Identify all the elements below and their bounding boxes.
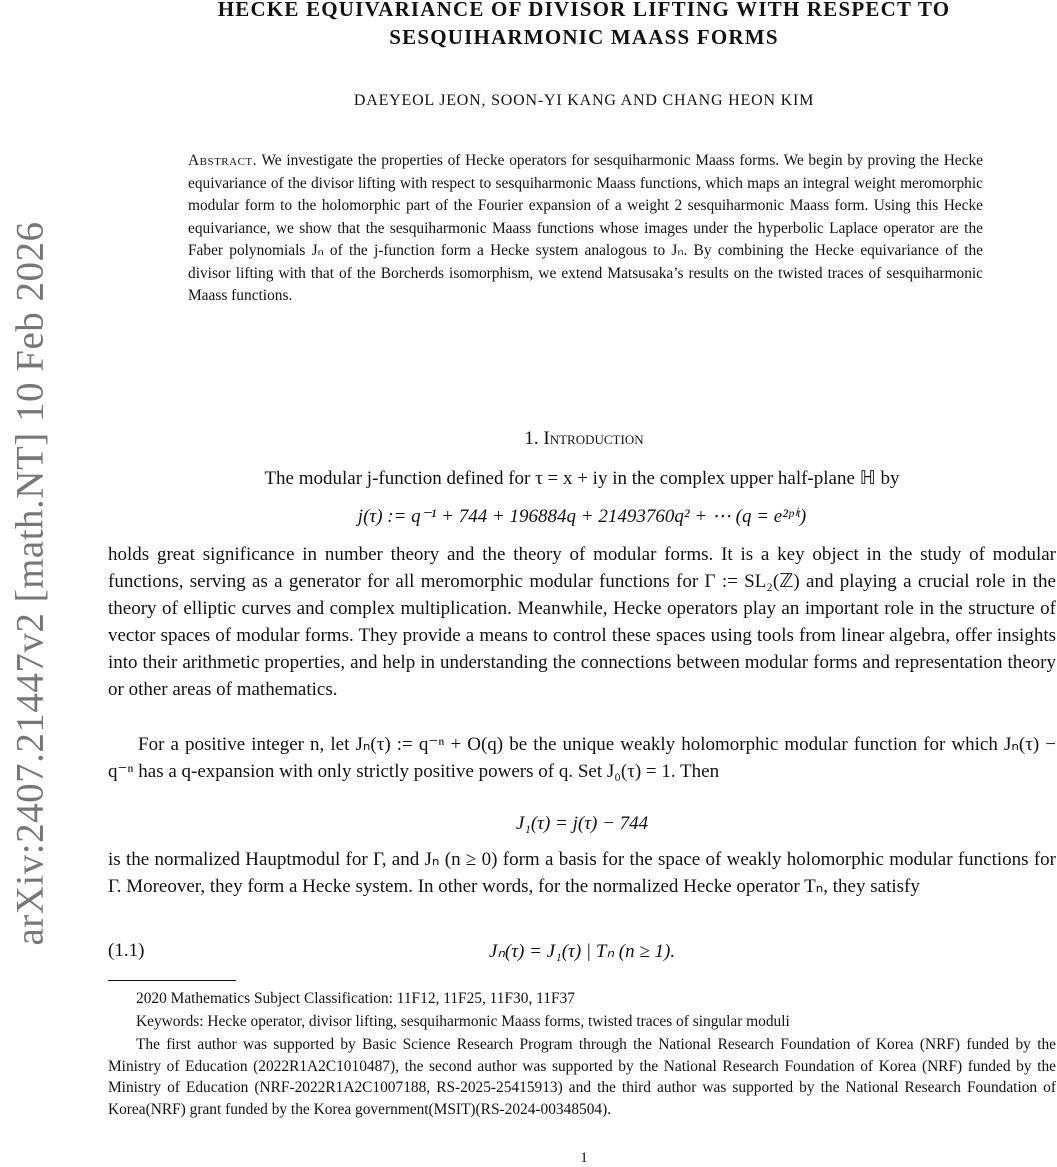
- footnote-keywords: Keywords: Hecke operator, divisor lifting, sesquiharmonic Maass forms, twisted traces of singular moduli: [136, 1013, 790, 1030]
- intro-paragraph-1-rest: holds great significance in number theory and the theory of modular forms. It is a key object in the study of modular functions, serving as a generator for all meromorphic modular functions for Γ := SL₂(ℤ) and playing a crucial role in the theory of elliptic curves and complex multiplication. Meanwhile, Hecke operators play an important role in the structure of vector spaces of modular forms. They provide a means to control these spaces using tools from linear algebra, offer insights into their arithmetic properties, and help in understanding the connections between modular forms and representation theory or other areas of mathematics.: [108, 544, 1056, 700]
- abstract-label: Abstract.: [188, 152, 257, 169]
- equation-hauptmodul: J₁(τ) = j(τ) − 744: [515, 813, 649, 834]
- footnote-msc: 2020 Mathematics Subject Classification: 11F12, 11F25, 11F30, 11F37: [136, 990, 575, 1007]
- author-list: DAEYEOL JEON, SOON-YI KANG AND CHANG HEON KIM: [353, 92, 815, 109]
- paper-title-line-2: SESQUIHARMONIC MAASS FORMS: [389, 25, 779, 49]
- abstract-text: We investigate the properties of Hecke operators for sesquiharmonic Maass forms. We begin by proving the Hecke equivariance of the divisor lifting with respect to sesquiharmonic Maass functions, which maps an integral weight meromorphic modular form to the holomorphic part of the Fourier expansion of a weight 2 sesquiharmonic Maass form. Using this Hecke equivariance, we show that the sesquiharmonic Maass functions whose images under the hyperbolic Laplace operator are the Faber polynomials Jₙ of the j-function form a Hecke system analogous to Jₙ. By combining the Hecke equivariance of the divisor lifting with that of the Borcherds isomorphism, we extend Matsusaka’s results on the twisted traces of sesquiharmonic Maass functions.: [188, 152, 983, 304]
- equation-hecke-system: Jₙ(τ) = J₁(τ) | Tₙ (n ≥ 1).: [488, 941, 676, 962]
- intro-paragraph-2: For a positive integer n, let Jₙ(τ) := q⁻ⁿ + O(q) be the unique weakly holomorphic modular function for which Jₙ(τ) − q⁻ⁿ has a q-expansion with only strictly positive powers of q. Set J₀(τ) = 1. Then: [108, 734, 1056, 782]
- arxiv-sidebar: [0, 0, 60, 1166]
- arxiv-identifier: arXiv:2407.21447v2 [math.NT] 10 Feb 2026: [8, 220, 52, 946]
- abstract: [188, 150, 983, 308]
- footnote-rule: [108, 980, 236, 981]
- page-number: 1: [580, 1150, 588, 1166]
- footnote-funding: The first author was supported by Basic Science Research Program through the National Research Foundation of Korea (NRF) funded by the Ministry of Education (2022R1A2C1010487), the second author was supported by the National Research Foundation of Korea (NRF) funded by the Ministry of Education (NRF-2022R1A2C1007188, RS-2025-25415913) and the third author was supported by the National Research Foundation of Korea(NRF) grant funded by the Korea government(MSIT)(RS-2024-00348504).: [108, 1036, 1056, 1118]
- equation-number-1-1: (1.1): [108, 940, 145, 961]
- paper-title-line-1: HECKE EQUIVARIANCE OF DIVISOR LIFTING WITH RESPECT TO: [217, 0, 951, 21]
- section-heading-introduction: 1. Introduction: [524, 428, 644, 449]
- intro-paragraph-1-lead: The modular j-function defined for τ = x + iy in the complex upper half-plane ℍ by: [264, 468, 900, 489]
- equation-j-function: j(τ) := q⁻¹ + 744 + 196884q + 21493760q² + ⋯ (q = e²ᵖⁱᵗ): [357, 506, 807, 527]
- intro-paragraph-3: is the normalized Hauptmodul for Γ, and Jₙ (n ≥ 0) form a basis for the space of weakly holomorphic modular functions for Γ. Moreover, they form a Hecke system. In other words, for the normalized Hecke operator Tₙ, they satisfy: [108, 849, 1056, 897]
